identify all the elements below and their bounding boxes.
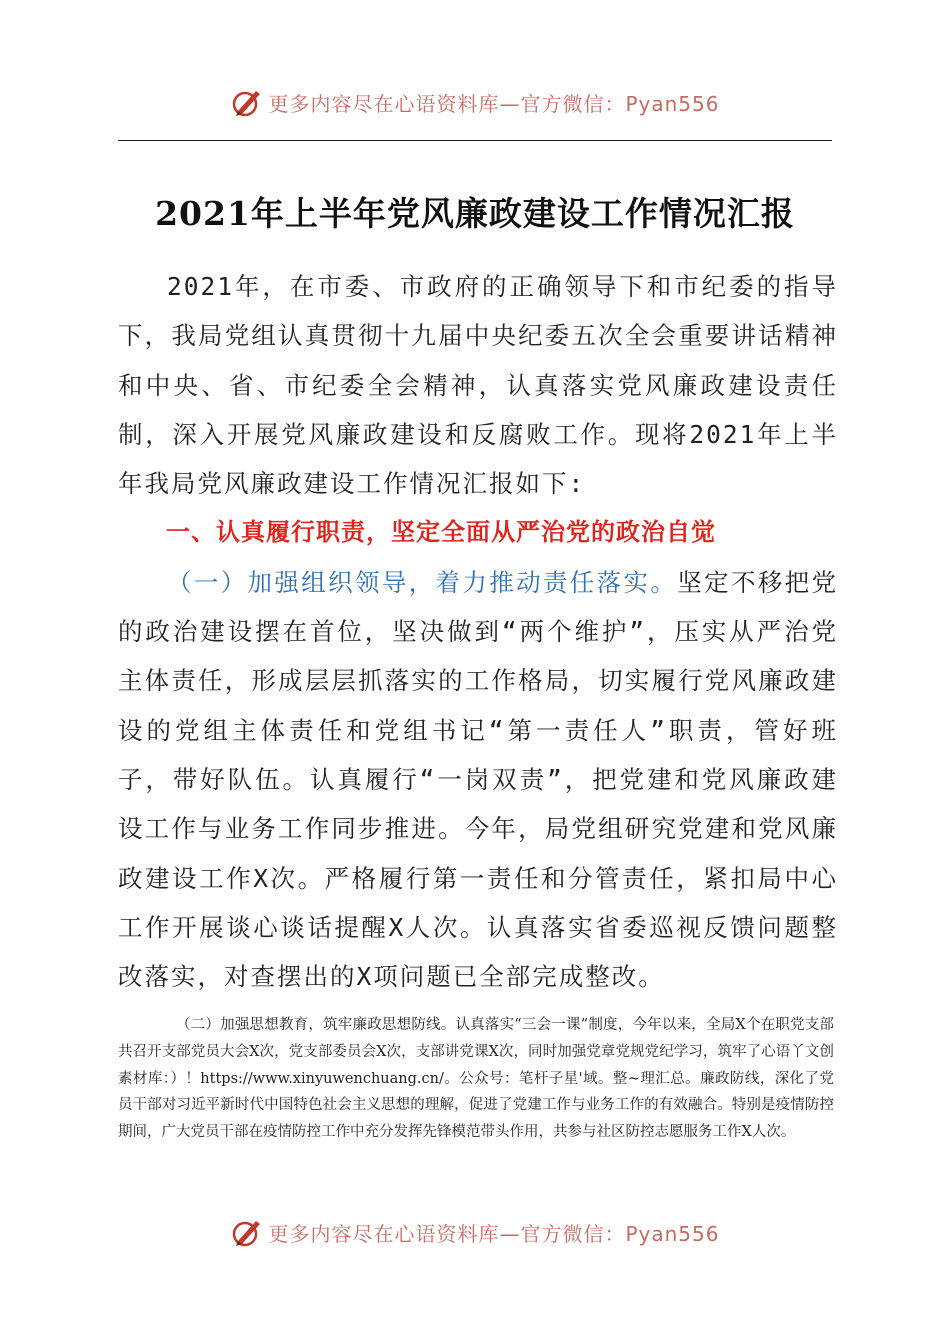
- section-heading: 一、认真履行职责，坚定全面从严治党的政治自觉: [166, 518, 716, 547]
- subsection-paragraph: [118, 558, 838, 1002]
- intro-paragraph: 2021年，在市委、市政府的正确领导下和市纪委的指导下，我局党组认真贯彻十九届中央纪委五次全会重要讲话精神和中央、省、市纪委全会精神，认真落实党风廉政建设责任制，深入开展党风廉政建设和反腐败工作。现将2021年上半年我局党风廉政建设工作情况汇报如下:: [118, 272, 838, 499]
- page-title: 2021年上半年党风廉政建设工作情况汇报: [155, 194, 795, 233]
- document-body: [118, 262, 838, 1001]
- banner-text: 更多内容尽在心语资料库—官方微信：Pyan556: [268, 91, 720, 116]
- subsection-body: 坚定不移把党的政治建设摆在首位，坚决做到“两个维护”，压实从严治党主体责任，形成层层抓落实的工作格局，切实履行党风廉政建设的党组主体责任和党组书记“第一责任人”职责，管好班子，带好队伍。认真履行“一岗双责”，把党建和党风廉政建设工作与业务工作同步推进。今年，局党组研究党建和党风廉政建设工作X次。严格履行第一责任和分管责任，紧扣局中心工作开展谈心谈话提醒X人次。认真落实省委巡视反馈问题整改落实，对查摆出的X项问题已全部完成整改。: [118, 567, 839, 992]
- pen-logo-icon: [230, 1215, 264, 1249]
- pen-logo-icon: [230, 85, 264, 119]
- banner-text: 更多内容尽在心语资料库—官方微信：Pyan556: [268, 1221, 720, 1246]
- header-banner: [0, 82, 950, 122]
- footer-banner: [0, 1212, 950, 1252]
- header-divider: [118, 140, 832, 141]
- subsection-2-paragraph: （二）加强思想教育，筑牢廉政思想防线。认真落实“三会一课”制度，今年以来，全局X个在职党支部共召开支部党员大会X次，党支部委员会X次，支部讲党课X次，同时加强党章党规党纪学习，筑牢了心语丫文创素材库：）！https://www.xinyuwenchuang.cn/。公众号：笔杆子星'域。整~理汇总。廉政防线，深化了党员干部对习近平新时代中国特色社会主义思想的理解，促进了党建工作与业务工作的有效融合。特别是疫情防控期间，广大党员干部在疫情防控工作中充分发挥先锋模范带头作用，共参与社区防控志愿服务工作X人次。: [118, 1017, 834, 1141]
- subsection-title: （一）加强组织领导，着力推动责任落实。: [167, 567, 678, 597]
